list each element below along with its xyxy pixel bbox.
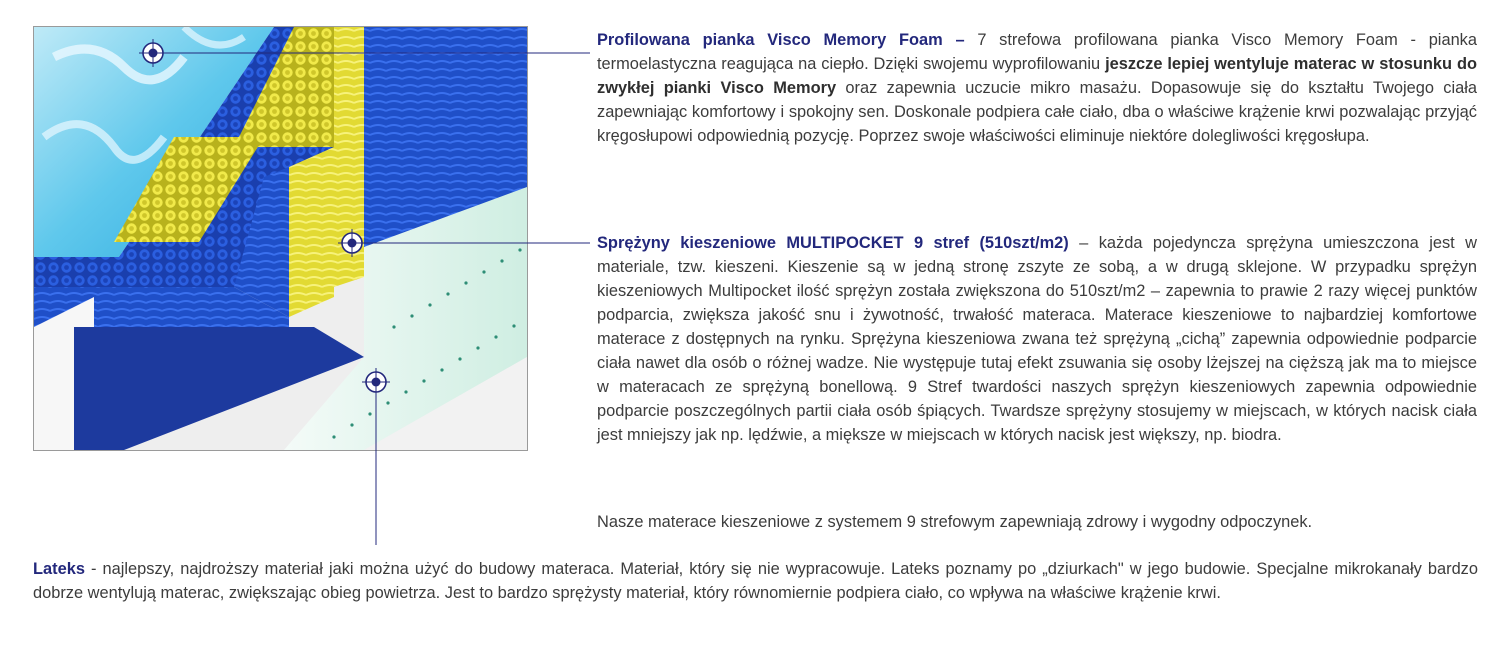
visco-foam-highlight: jeszcze lepiej wentyluje materac w stosunku do zwykłej pianki Visco Memory [597,55,1477,97]
pocket-springs-summary: Nasze materace kieszeniowe z systemem 9 strefowym zapewniają zdrowy i wygodny odpoczynek. [597,513,1313,531]
latex-description [33,557,1478,605]
visco-foam-text-b: oraz zapewnia uczucie mikro masażu. Dopasowuje się do kształtu Twojego ciała zapewniając komfortowy i spokojny sen. Doskonale podpiera całe ciało, dba o właściwe krążenie krwi pozwalając przyjąć kręgosłupowi odpowiednią pozycję. Poprzez swoje właściwości eliminuje niektóre dolegliwości kręgosłupa. [597,79,1477,145]
yellow-spring-column [334,27,364,287]
visco-foam-text-a: 7 strefowa profilowana pianka Visco Memory Foam - pianka termoelastyczna reagująca na ciepło. Dzięki swojemu wyprofilowaniu [597,31,1477,73]
visco-foam-heading: Profilowana pianka Visco Memory Foam – [597,31,965,49]
pocket-springs-description [597,231,1477,447]
visco-foam-description [597,28,1477,148]
latex-heading: Lateks [33,560,85,578]
pocket-springs-text: – każda pojedyncza sprężyna umieszczona jest w materiale, tzw. kieszeni. Kieszenie są w jedną stronę zszyte ze sobą, a w drugą sklejone. W przypadku sprężyn kieszeniowych Multipocket ilość sprężyn została zwiększona do 510szt/m2 – zapewnia to prawie 2 razy więcej punktów podparcia, zwiększa jakość snu i żywotność, trwałość materaca. Materace kieszeniowe to najbardziej komfortowe materace z dostępnych na rynku. Sprężyna kieszeniowa zwana też sprężyną „cichą” zapewnia odpowiednie podparcie ciała nawet dla osób o różnej wadze. Nie występuje tutaj efekt zsuwania się osoby lżejszej na cięższą jak ma to miejsce w materacach ze sprężyną bonellową. 9 Stref twardości naszych sprężyn kieszeniowych zapewnia odpowiednie podparcie poszczególnych partii ciała osób śpiących. Twardsze sprężyny stosujemy w miejscach, w których nacisk ciała jest mniejszy jak np. lędźwie, a miększe w miejscach w których nacisk jest większy, np. biodra. [597,234,1477,444]
mattress-cross-section-illustration [33,26,528,451]
mattress-layers-graphic [34,27,527,450]
latex-text: - najlepszy, najdroższy materiał jaki można użyć do budowy materaca. Materiał, który się nie wypracowuje. Lateks poznamy po „dziurkach" w jego budowie. Specjalne mikrokanały bardzo dobrze wentylują materac, zwiększając obieg powietrza. Jest to bardzo sprężysty materiał, który równomiernie podpiera ciało, co wpływa na właściwe krążenie krwi. [33,560,1478,602]
pocket-springs-heading: Sprężyny kieszeniowe MULTIPOCKET 9 stref (510szt/m2) [597,234,1069,252]
